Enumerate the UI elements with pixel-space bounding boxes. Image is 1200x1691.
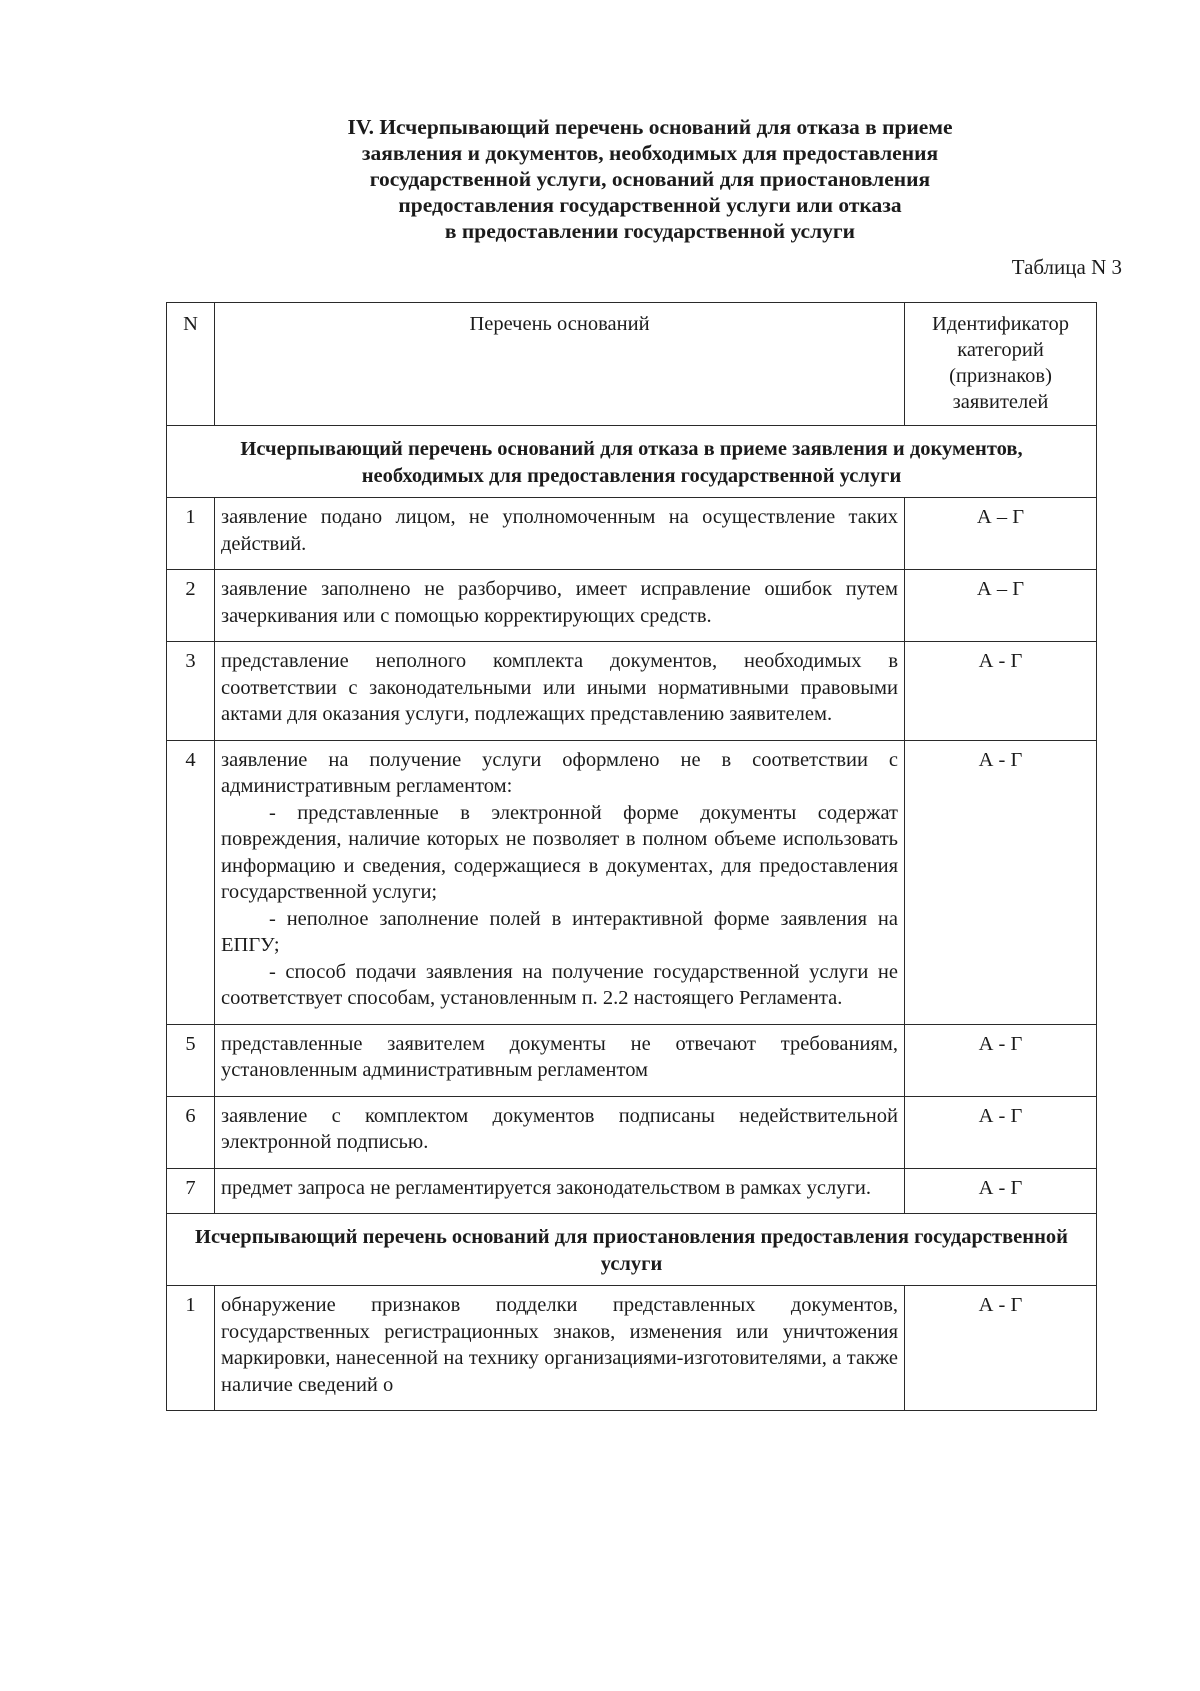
column-header-number: N xyxy=(167,303,215,426)
row-grounds-text xyxy=(215,642,905,741)
column-header-identifier: Идентификатор категорий (признаков) заявителей xyxy=(905,303,1097,426)
heading-line: в предоставлении государственной услуги xyxy=(444,219,856,243)
section-header-row xyxy=(167,426,1097,498)
row-grounds-text xyxy=(215,498,905,570)
row-number: 4 xyxy=(167,740,215,1024)
heading-line: заявления и документов, необходимых для предоставления xyxy=(361,141,939,165)
row-applicant-identifier: А - Г xyxy=(905,1168,1097,1214)
table-row xyxy=(167,570,1097,642)
grounds-text-segment: предмет запроса не регламентируется законодательством в рамках услуги. xyxy=(221,1176,872,1199)
row-number: 1 xyxy=(167,1286,215,1411)
grounds-text-segment: - способ подачи заявления на получение государственной услуги не соответствует способам, установленным п. 2.2 настоящего Регламента. xyxy=(221,960,898,1009)
table-row xyxy=(167,498,1097,570)
row-applicant-identifier: А – Г xyxy=(905,498,1097,570)
row-grounds-text xyxy=(215,740,905,1024)
grounds-text-segment: представленные заявителем документы не отвечают требованиям, установленным административным регламентом xyxy=(221,1032,898,1081)
row-grounds-text xyxy=(215,570,905,642)
row-number: 2 xyxy=(167,570,215,642)
table-row xyxy=(167,642,1097,741)
table-row xyxy=(167,1024,1097,1096)
grounds-text-segment: - представленные в электронной форме документы содержат повреждения, наличие которых не позволяет в полном объеме использовать информацию и сведения, содержащиеся в документах, для предоставления государственной услуги; xyxy=(221,801,898,903)
row-number: 6 xyxy=(167,1096,215,1168)
row-applicant-identifier: А - Г xyxy=(905,642,1097,741)
table-body xyxy=(167,426,1097,1411)
grounds-text-segment: обнаружение признаков подделки представленных документов, государственных регистрационных знаков, изменения или уничтожения маркировки, нанесенной на технику организациями-изготовителями, а также наличие сведений о xyxy=(221,1294,898,1396)
grounds-text-segment: заявление подано лицом, не уполномоченным на осуществление таких действий. xyxy=(221,506,898,555)
grounds-text-segment: заявление на получение услуги оформлено не в соответствии с административным регламентом: xyxy=(221,748,898,797)
row-number: 5 xyxy=(167,1024,215,1096)
row-grounds-text xyxy=(215,1286,905,1411)
heading-line: государственной услуги, оснований для приостановления xyxy=(369,167,931,191)
grounds-table xyxy=(166,302,1097,1411)
table-header-row xyxy=(167,303,1097,426)
table-row xyxy=(167,1096,1097,1168)
row-number: 7 xyxy=(167,1168,215,1214)
section-header-row xyxy=(167,1214,1097,1286)
table-row xyxy=(167,1286,1097,1411)
heading-line: IV. Исчерпывающий перечень оснований для отказа в приеме xyxy=(347,115,953,139)
table-label: Таблица N 3 xyxy=(1011,255,1122,279)
grounds-text-segment: - неполное заполнение полей в интерактивной форме заявления на ЕПГУ; xyxy=(221,907,898,956)
grounds-text-segment: заявление с комплектом документов подписаны недействительной электронной подписью. xyxy=(221,1104,898,1153)
row-applicant-identifier: А - Г xyxy=(905,1024,1097,1096)
section-title: Исчерпывающий перечень оснований для отказа в приеме заявления и документов, необходимых для предоставления государственной услуги xyxy=(167,426,1097,498)
row-number: 1 xyxy=(167,498,215,570)
heading-line: предоставления государственной услуги или отказа xyxy=(398,193,902,217)
row-applicant-identifier: А - Г xyxy=(905,1286,1097,1411)
row-applicant-identifier: А - Г xyxy=(905,740,1097,1024)
section-title: Исчерпывающий перечень оснований для приостановления предоставления государственной услуги xyxy=(167,1214,1097,1286)
document-heading xyxy=(270,114,1030,244)
column-header-grounds: Перечень оснований xyxy=(215,303,905,426)
table-row xyxy=(167,740,1097,1024)
row-number: 3 xyxy=(167,642,215,741)
grounds-text-segment: заявление заполнено не разборчиво, имеет исправление ошибок путем зачеркивания или с помощью корректирующих средств. xyxy=(221,578,898,627)
grounds-text-segment: представление неполного комплекта документов, необходимых в соответствии с законодательными или иными нормативными правовыми актами для оказания услуги, подлежащих представлению заявителем. xyxy=(221,650,898,725)
row-applicant-identifier: А – Г xyxy=(905,570,1097,642)
row-grounds-text xyxy=(215,1024,905,1096)
row-grounds-text xyxy=(215,1096,905,1168)
table-row xyxy=(167,1168,1097,1214)
row-grounds-text xyxy=(215,1168,905,1214)
row-applicant-identifier: А - Г xyxy=(905,1096,1097,1168)
